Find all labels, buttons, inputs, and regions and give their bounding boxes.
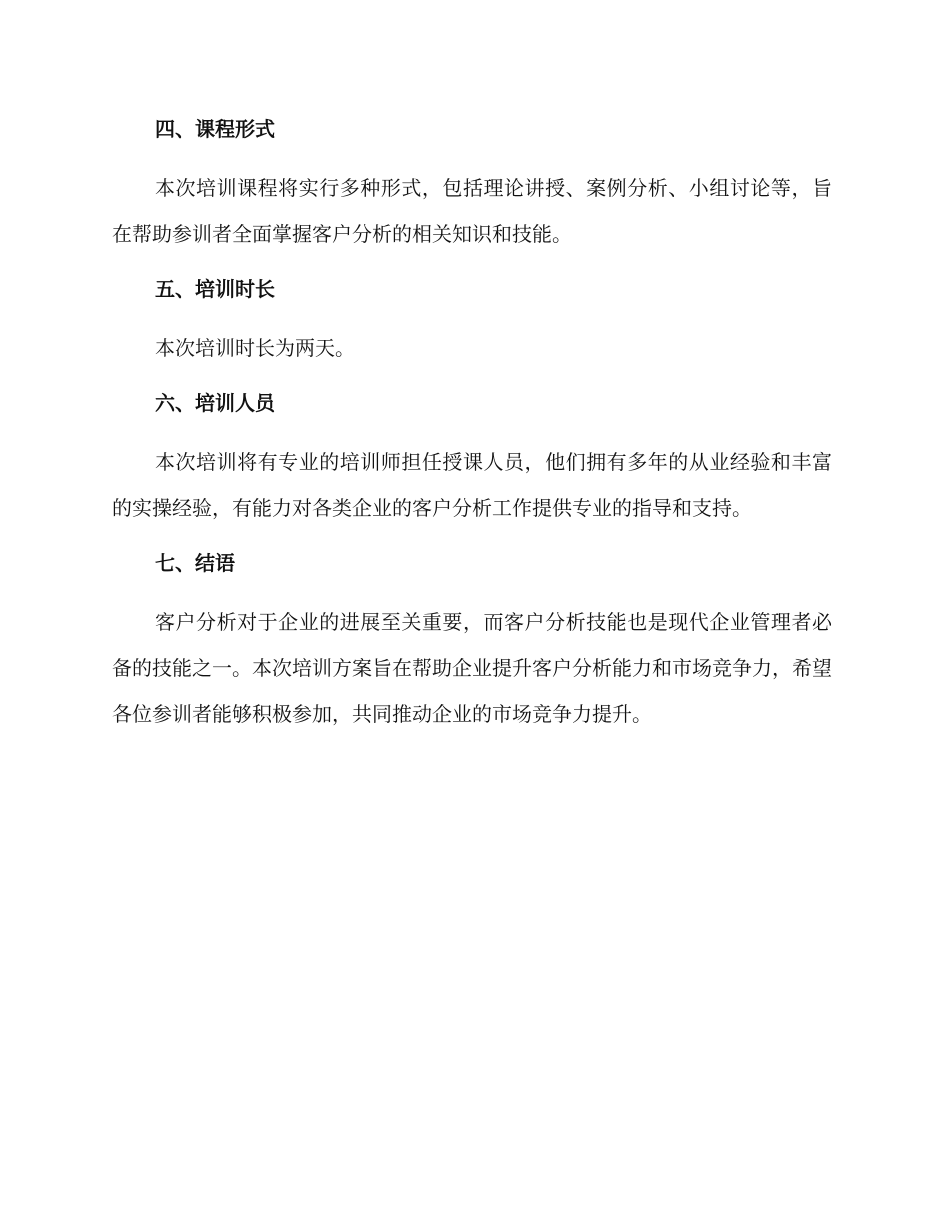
section-heading: 七、结语 [155, 551, 235, 575]
section-paragraph: 本次培训课程将实行多种形式，包括理论讲授、案例分析、小组讨论等，旨在帮助参训者全面掌握客户分析的相关知识和技能。 [112, 176, 832, 246]
section-heading: 六、培训人员 [155, 391, 275, 415]
section-conclusion [112, 542, 832, 737]
section-heading: 五、培训时长 [155, 277, 275, 301]
section-training-duration [112, 268, 832, 371]
section-trainers [112, 382, 832, 531]
section-course-format [112, 108, 832, 257]
section-heading: 四、课程形式 [155, 117, 275, 141]
section-paragraph: 本次培训将有专业的培训师担任授课人员，他们拥有多年的从业经验和丰富的实操经验，有能力对各类企业的客户分析工作提供专业的指导和支持。 [112, 450, 832, 520]
document-page [112, 108, 832, 737]
section-paragraph: 客户分析对于企业的进展至关重要，而客户分析技能也是现代企业管理者必备的技能之一。本次培训方案旨在帮助企业提升客户分析能力和市场竞争力，希望各位参训者能够积极参加，共同推动企业的市场竞争力提升。 [112, 610, 832, 726]
section-paragraph: 本次培训时长为两天。 [155, 336, 355, 360]
